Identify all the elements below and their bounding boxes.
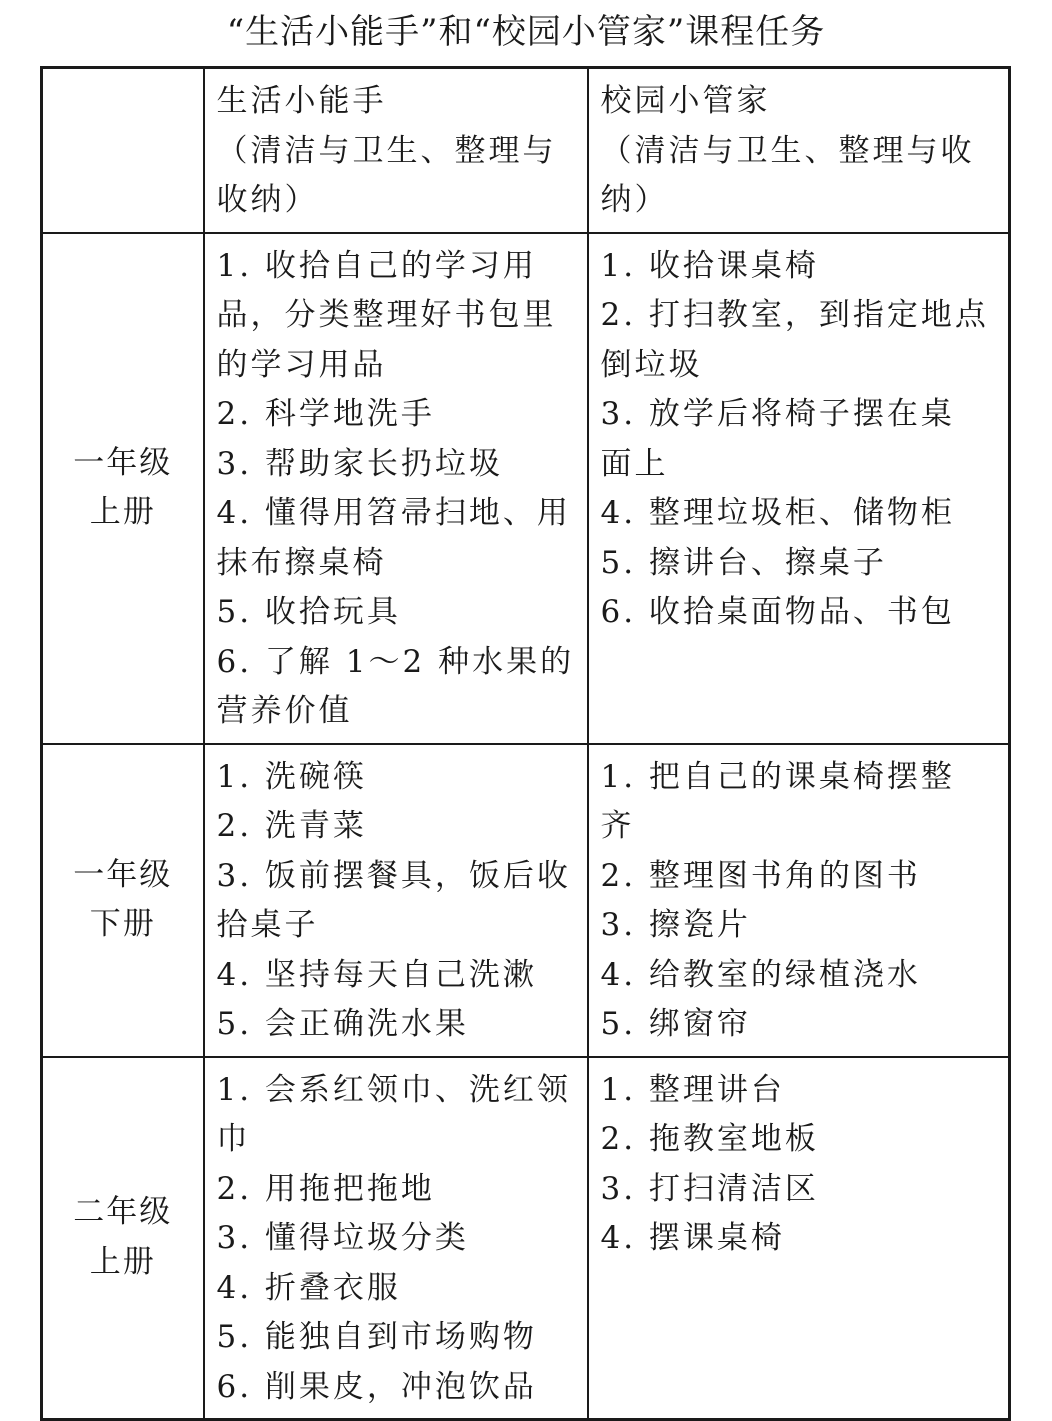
task-item: 5. 收拾玩具	[216, 594, 401, 630]
page-title: “生活小能手”和“校园小管家”课程任务	[226, 12, 826, 52]
task-item: 5. 擦讲台、擦桌子	[600, 544, 887, 581]
grade-cell	[42, 744, 204, 1057]
task-item: 1. 收拾课桌椅	[600, 247, 819, 284]
corner-cell	[42, 68, 204, 233]
header-text: （清洁与卫生、整理与	[216, 132, 557, 169]
task-item: 1. 洗碗筷	[216, 758, 367, 795]
task-item: 3. 擦瓷片	[600, 907, 751, 943]
task-item: 的学习用品	[216, 346, 387, 383]
campus-steward-tasks	[588, 1057, 1010, 1420]
task-item: 抹布擦桌椅	[216, 544, 387, 581]
task-item: 3. 帮助家长扔垃圾	[216, 445, 503, 482]
grade-cell	[42, 1057, 204, 1420]
grade-label: 一年级	[73, 444, 173, 481]
task-item: 3. 饭前摆餐具，饭后收	[216, 857, 571, 894]
task-item: 6. 削果皮，冲泡饮品	[216, 1368, 537, 1405]
task-item: 4. 懂得用笤帚扫地、用	[216, 495, 571, 531]
task-item: 3. 懂得垃圾分类	[216, 1220, 469, 1256]
header-text: （清洁与卫生、整理与收	[600, 132, 975, 169]
task-item: 5. 会正确洗水果	[216, 1006, 469, 1042]
table-row	[42, 1057, 1010, 1420]
task-item: 营养价值	[216, 693, 353, 729]
life-skills-tasks	[204, 744, 588, 1057]
table-header-row	[42, 68, 1010, 233]
header-life-skills	[204, 68, 588, 233]
header-campus-steward	[588, 68, 1010, 233]
task-item: 2. 拖教室地板	[600, 1121, 819, 1157]
course-task-table	[40, 66, 1011, 1421]
grade-label: 二年级	[73, 1194, 173, 1231]
task-item: 2. 洗青菜	[216, 808, 367, 844]
life-skills-tasks	[204, 233, 588, 744]
task-item: 6. 收拾桌面物品、书包	[600, 594, 955, 630]
grade-label: 一年级	[73, 856, 173, 893]
task-item: 5. 绑窗帘	[600, 1006, 751, 1042]
table-row	[42, 744, 1010, 1057]
task-item: 面上	[600, 445, 669, 482]
task-item: 2. 打扫教室，到指定地点	[600, 297, 989, 333]
life-skills-tasks	[204, 1057, 588, 1420]
grade-label: 上册	[89, 1243, 156, 1280]
task-item: 2. 用拖把拖地	[216, 1170, 435, 1207]
task-item: 1. 整理讲台	[600, 1071, 785, 1108]
task-item: 4. 摆课桌椅	[600, 1220, 785, 1256]
task-item: 1. 会系红领巾、洗红领	[216, 1071, 571, 1108]
task-item: 4. 整理垃圾柜、储物柜	[600, 495, 955, 531]
task-item: 3. 打扫清洁区	[600, 1170, 819, 1207]
task-item: 倒垃圾	[600, 346, 703, 383]
task-item: 4. 给教室的绿植浇水	[600, 956, 921, 993]
task-item: 品，分类整理好书包里	[216, 297, 557, 333]
header-text: 收纳）	[216, 182, 319, 218]
grade-cell	[42, 233, 204, 744]
header-text: 纳）	[600, 182, 669, 218]
task-item: 齐	[600, 808, 635, 844]
task-item: 1. 收拾自己的学习用	[216, 247, 537, 284]
task-item: 巾	[216, 1121, 251, 1157]
campus-steward-tasks	[588, 744, 1010, 1057]
grade-label: 下册	[89, 906, 156, 942]
task-item: 4. 折叠衣服	[216, 1269, 401, 1306]
header-text: 校园小管家	[600, 83, 771, 119]
task-item: 2. 整理图书角的图书	[600, 857, 921, 894]
header-text: 生活小能手	[216, 83, 387, 119]
task-item: 拾桌子	[216, 907, 319, 943]
campus-steward-tasks	[588, 233, 1010, 744]
task-item: 4. 坚持每天自己洗漱	[216, 956, 537, 993]
task-item: 3. 放学后将椅子摆在桌	[600, 396, 955, 432]
table-row	[42, 233, 1010, 744]
grade-label: 上册	[89, 494, 156, 530]
task-item: 5. 能独自到市场购物	[216, 1319, 537, 1355]
task-item: 2. 科学地洗手	[216, 396, 435, 432]
task-item: 1. 把自己的课桌椅摆整	[600, 758, 955, 795]
task-item: 6. 了解 1～2 种水果的	[216, 643, 575, 680]
